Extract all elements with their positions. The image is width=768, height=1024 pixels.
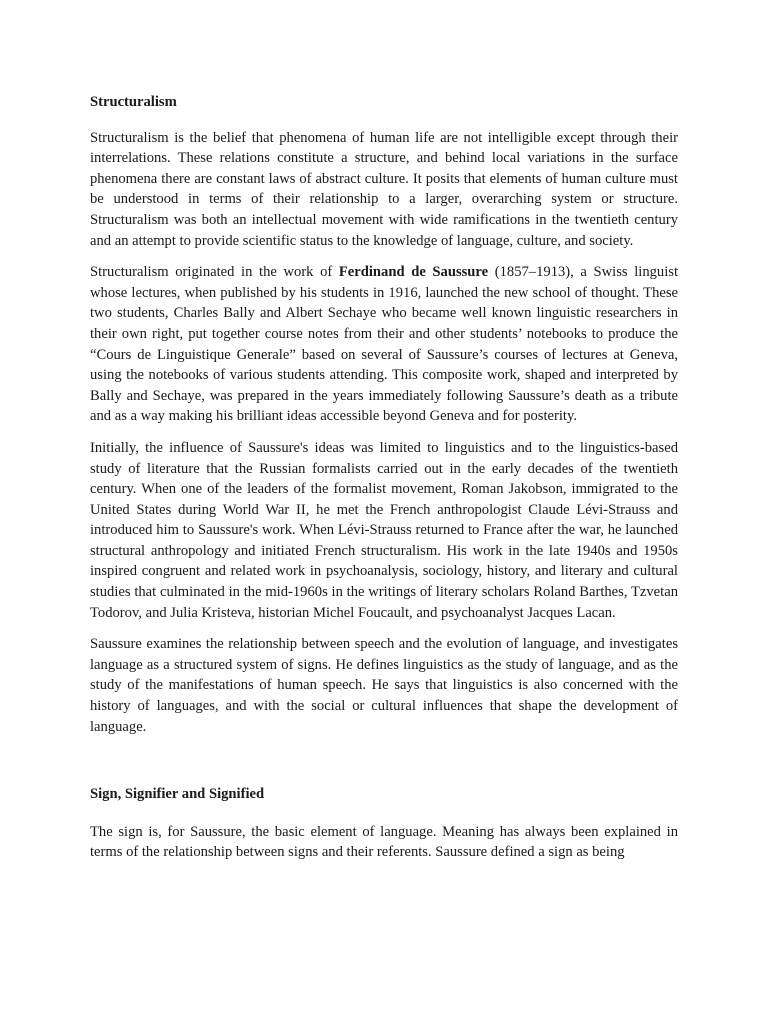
paragraph-structuralism-definition: Structuralism is the belief that phenomena of human life are not intelligible except through their interrelations. These relations constitute a structure, and behind local variations in the surface phenomena there are constant laws of abstract culture. It posits that elements of human culture must be understood in terms of their relationship to a larger, overarching system or structure. Structuralism was both an intellectual movement with wide ramifications in the twentieth century and an attempt to provide scientific status to the knowledge of language, culture, and society. <box>90 129 678 249</box>
saussure-name-bold: Ferdinand de Saussure <box>338 264 489 281</box>
paragraph-saussure-origin <box>90 262 678 427</box>
paragraph-saussure-origin-lead: Structuralism originated in the work of <box>90 264 339 281</box>
section-heading-sign-signifier-signified: Sign, Signifier and Signified <box>90 786 265 803</box>
paragraph-speech-and-language: Saussure examines the relationship between speech and the evolution of language, and investigates language as a structured system of signs. He defines linguistics as the study of language, and as the study of the manifestations of human speech. He says that linguistics is also concerned with the history of languages, and with the social or cultural influences that shape the development of language. <box>90 636 678 735</box>
paragraph-saussure-origin-rest: (1857–1913), a Swiss linguist whose lectures, when published by his students in 1916, launched the new school of thought. These two students, Charles Bally and Albert Sechaye who became well known linguistic researchers in their own right, put together course notes from their and other students’ notebooks to produce the “Cours de Linguistique Generale” based on several of Saussure’s courses of lectures at Geneva, using the notebooks of various students attending. This composite work, shaped and interpreted by Bally and Sechaye, was prepared in the years immediately following Saussure’s death as a tribute and as a way making his brilliant ideas accessible beyond Geneva and for posterity. <box>90 264 678 425</box>
document-body <box>90 92 678 863</box>
section-heading-structuralism: Structuralism <box>90 94 177 110</box>
paragraph-sign-definition: The sign is, for Saussure, the basic element of language. Meaning has always been explained in terms of the relationship between signs and their referents. Saussure defined a sign as being <box>90 823 678 861</box>
paragraph-saussure-influence: Initially, the influence of Saussure's ideas was limited to linguistics and to the linguistics-based study of literature that the Russian formalists carried out in the early decades of the twentieth century. When one of the leaders of the formalist movement, Roman Jakobson, immigrated to the United States during World War II, he met the French anthropologist Claude Lévi-Strauss and introduced him to Saussure's work. When Lévi-Strauss returned to France after the war, he launched structural anthropology and initiated French structuralism. His work in the late 1940s and 1950s inspired congruent and related work in psychoanalysis, sociology, history, and literary and cultural studies that culminated in the mid-1960s in the writings of literary scholars Roland Barthes, Tzvetan Todorov, and Julia Kristeva, historian Michel Foucault, and psychoanalyst Jacques Lacan. <box>90 439 678 621</box>
